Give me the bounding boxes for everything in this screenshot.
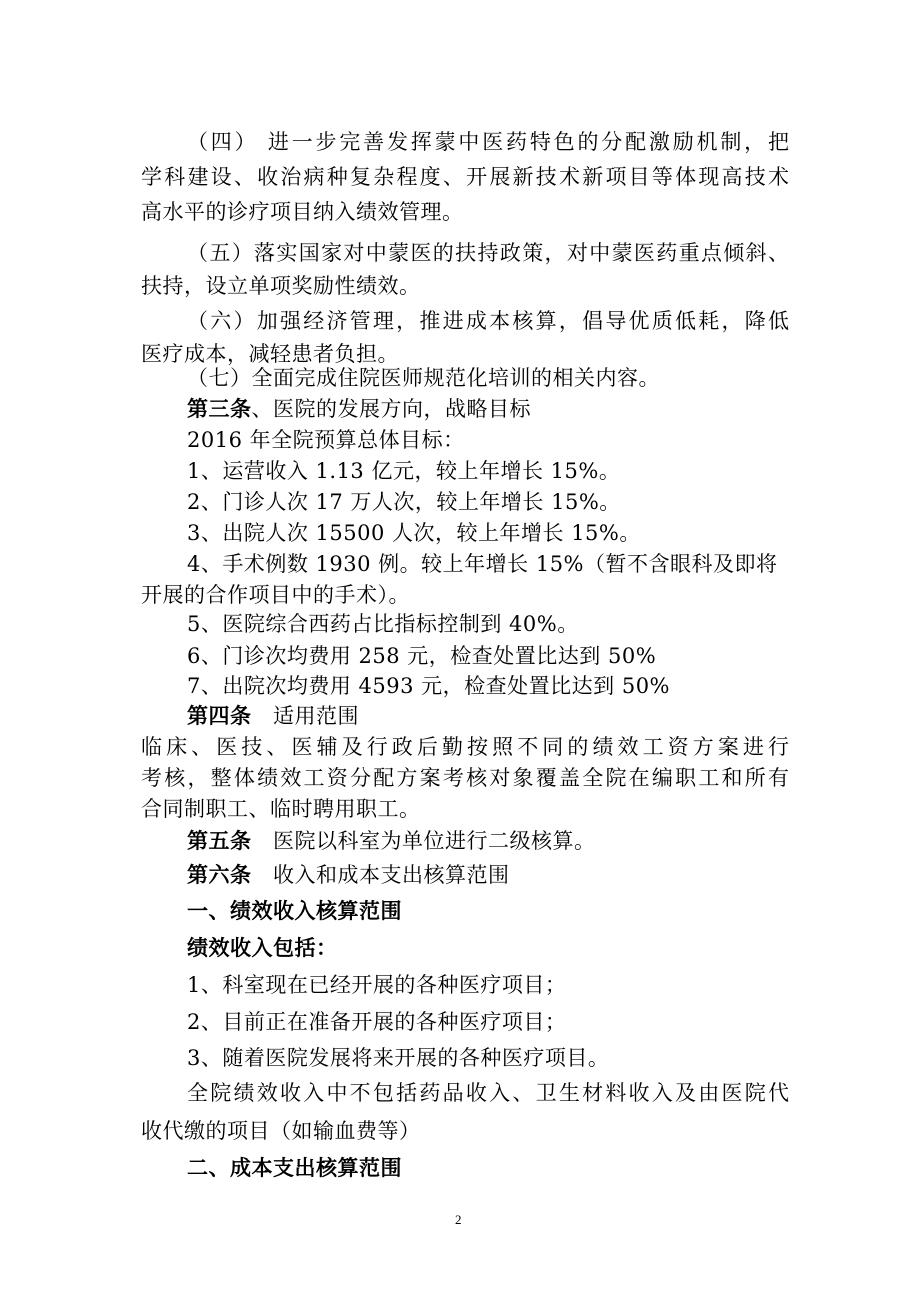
- text-line: [141, 580, 410, 610]
- text-line: [141, 162, 789, 192]
- line-text: 5、医院综合西药占比指标控制到 40%。: [187, 612, 579, 636]
- text-line: [141, 271, 421, 301]
- line-text: 7、出院次均费用 4593 元，检查处置比达到 50%: [187, 674, 671, 698]
- line-text: 1、科室现在已经开展的各种医疗项目；: [187, 973, 567, 997]
- text-line: [187, 1007, 566, 1037]
- text-line: [187, 933, 338, 963]
- text-line: [187, 671, 670, 701]
- line-text: 全院绩效收入中不包括药品收入、卫生材料收入及由医院代: [187, 1081, 789, 1105]
- text-line: [187, 860, 510, 890]
- line-text: 临床、医技、医辅及行政后勤按照不同的绩效工资方案进行: [141, 735, 789, 759]
- line-text: 6、门诊次均费用 258 元，检查处置比达到 50%: [187, 644, 657, 668]
- text-line: [187, 970, 566, 1000]
- text-line: [187, 306, 789, 336]
- text-line: [141, 197, 464, 227]
- line-text: 4、手术例数 1930 例。较上年增长 15%（暂不含眼科及即将: [187, 552, 778, 576]
- bold-heading: 绩效收入包括：: [187, 936, 338, 960]
- line-text: 2、门诊人次 17 万人次，较上年增长 15%。: [187, 490, 621, 514]
- line-text: 1、运营收入 1.13 亿元，较上年增长 15%。: [187, 459, 621, 483]
- text-line: [187, 1153, 402, 1183]
- text-line: [141, 1116, 421, 1146]
- bold-heading: 第五条: [187, 829, 252, 853]
- text-line: [141, 794, 421, 824]
- bold-heading: 第六条: [187, 863, 252, 887]
- line-text: 3、出院人次 15500 人次，较上年增长 15%。: [187, 521, 641, 545]
- text-line: [187, 1043, 609, 1073]
- text-line: [187, 826, 596, 856]
- text-line: [187, 238, 789, 268]
- line-text: 2016 年全院预算总体目标：: [187, 428, 465, 452]
- line-text: 开展的合作项目中的手术）。: [141, 583, 410, 607]
- text-line: [187, 127, 789, 157]
- text-line: [141, 763, 789, 793]
- text-line: [187, 487, 621, 517]
- line-text: （四） 进一步完善发挥蒙中医药特色的分配激励机制，把: [187, 130, 789, 154]
- line-text: 学科建设、收治病种复杂程度、开展新技术新项目等体现高技术: [141, 165, 789, 189]
- text-line: [187, 425, 465, 455]
- text-line: [187, 394, 531, 424]
- text-line: [187, 701, 359, 731]
- line-text: 医疗成本，减轻患者负担。: [141, 342, 399, 366]
- bold-heading: 二、成本支出核算范围: [187, 1156, 402, 1180]
- text-line: [187, 456, 620, 486]
- line-text: 医院以科室为单位进行二级核算。: [251, 829, 596, 853]
- line-text: 3、随着医院发展将来开展的各种医疗项目。: [187, 1046, 610, 1070]
- line-text: 考核，整体绩效工资分配方案考核对象覆盖全院在编职工和所有: [141, 766, 789, 790]
- text-line: [187, 363, 660, 393]
- line-text: （六）加强经济管理，推进成本核算，倡导优质低耗，降低: [187, 309, 789, 333]
- bold-heading: 第三条: [187, 397, 252, 421]
- line-text: 高水平的诊疗项目纳入绩效管理。: [141, 200, 464, 224]
- text-line: [187, 641, 656, 671]
- line-text: 扶持，设立单项奖励性绩效。: [141, 274, 421, 298]
- line-text: 2、目前正在准备开展的各种医疗项目；: [187, 1010, 567, 1034]
- text-line: [141, 732, 789, 762]
- page-number: 2: [455, 1212, 462, 1227]
- text-line: [187, 549, 778, 579]
- bold-heading: 第四条: [187, 704, 252, 728]
- line-text: 合同制职工、临时聘用职工。: [141, 797, 421, 821]
- line-text: 收代缴的项目（如输血费等）: [141, 1119, 421, 1143]
- line-text: 、医院的发展方向，战略目标: [251, 397, 531, 421]
- text-line: [187, 896, 402, 926]
- line-text: 收入和成本支出核算范围: [251, 863, 510, 887]
- line-text: （七）全面完成住院医师规范化培训的相关内容。: [187, 366, 660, 390]
- bold-heading: 一、绩效收入核算范围: [187, 899, 402, 923]
- text-line: [187, 518, 641, 548]
- text-line: [187, 1078, 789, 1108]
- text-line: [187, 609, 579, 639]
- line-text: 适用范围: [251, 704, 359, 728]
- line-text: （五）落实国家对中蒙医的扶持政策，对中蒙医药重点倾斜、: [187, 241, 789, 265]
